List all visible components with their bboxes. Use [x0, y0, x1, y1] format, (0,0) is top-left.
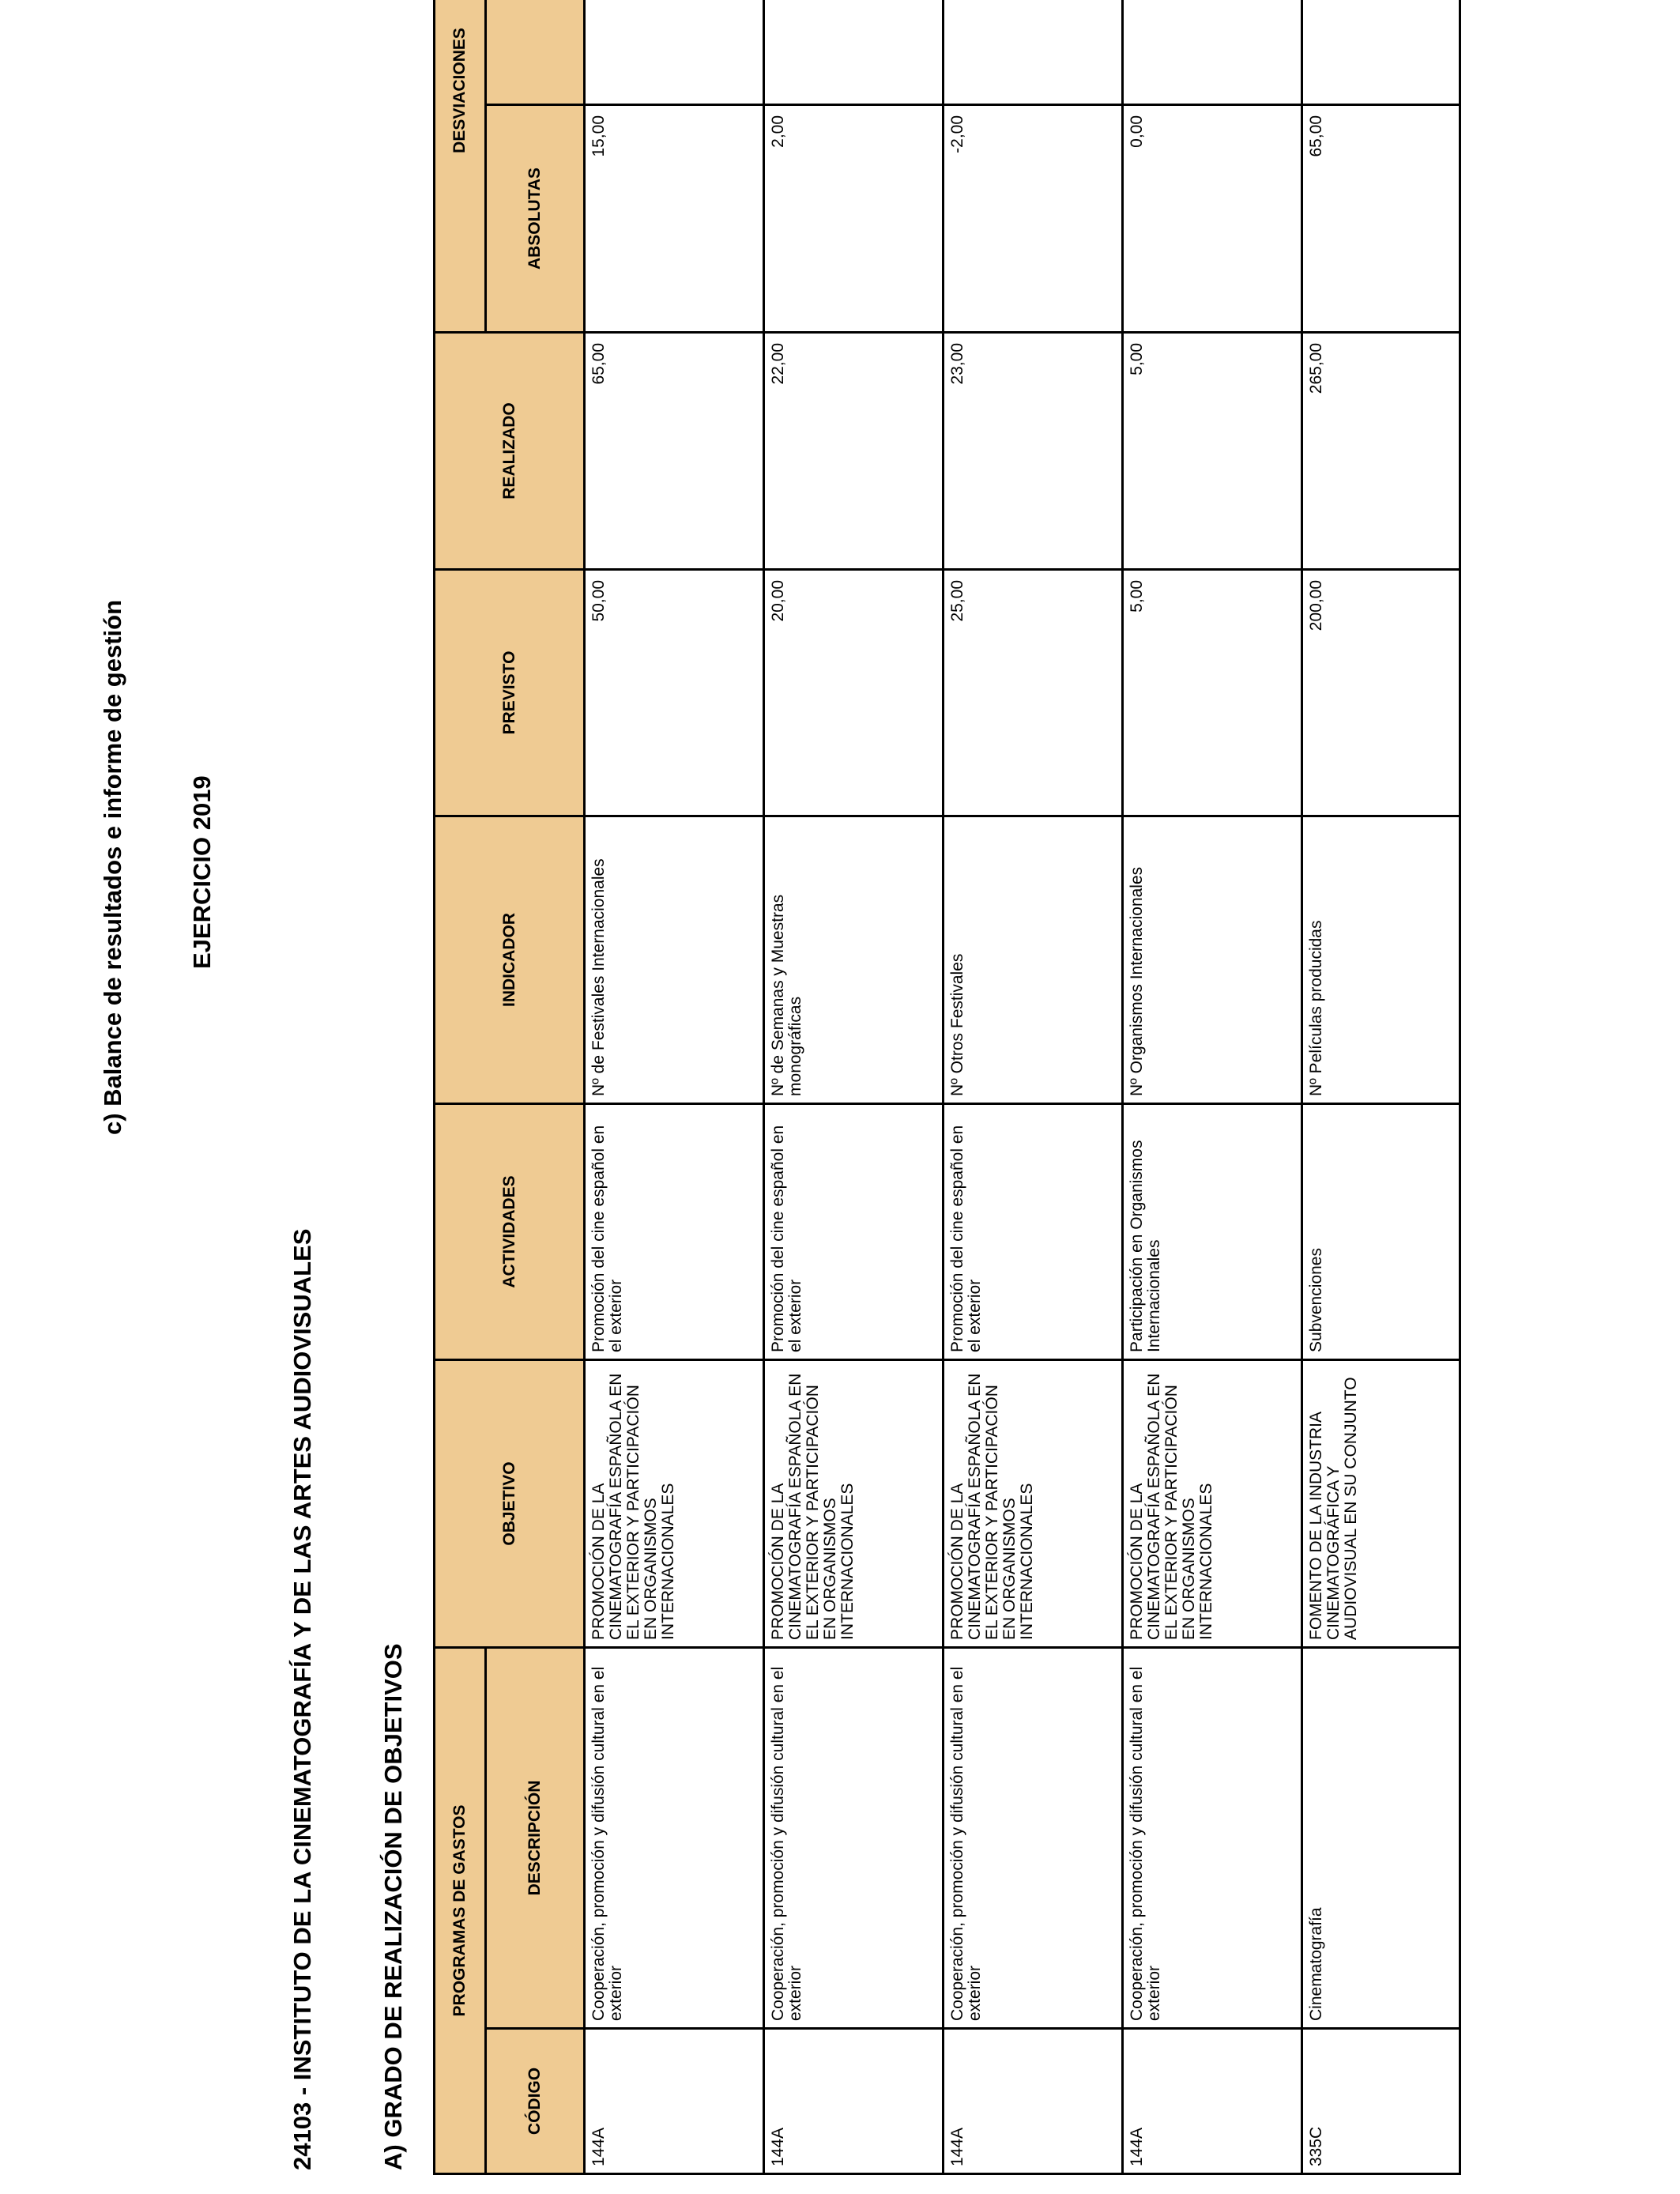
table-row [1302, 0, 1460, 2174]
previsto-header: PREVISTO [435, 569, 585, 816]
actividades-cell: Promoción del cine español en el exterior [764, 1103, 944, 1359]
descripcion-cell: Cinematografía [1302, 1647, 1460, 2028]
indicador-cell: Nº de Semanas y Muestras monográficas [764, 816, 944, 1103]
previsto-cell: 25,00 [944, 569, 1123, 816]
absolutas-cell: 65,00 [1302, 104, 1460, 332]
group-header-row [435, 0, 486, 2174]
absolutas-cell: 2,00 [764, 104, 944, 332]
codigo-header: CÓDIGO [486, 2029, 585, 2174]
objetivo-cell: PROMOCIÓN DE LA CINEMATOGRAFÍA ESPAÑOLA EN EL EXTERIOR Y PARTICIPACIÓN EN ORGANISMOS INTERNACIONALES [944, 1359, 1123, 1647]
absolutas-cell: 0,00 [1123, 104, 1302, 332]
previsto-cell: 200,00 [1302, 569, 1460, 816]
objetivo-cell: FOMENTO DE LA INDUSTRIA CINEMATOGRÁFICA Y AUDIOVISUAL EN SU CONJUNTO [1302, 1359, 1460, 1647]
fiscal-year: EJERCICIO 2019 [188, 775, 216, 969]
table-row [1123, 0, 1302, 2174]
objetivo-cell: PROMOCIÓN DE LA CINEMATOGRAFÍA ESPAÑOLA EN EL EXTERIOR Y PARTICIPACIÓN EN ORGANISMOS INTERNACIONALES [764, 1359, 944, 1647]
pct-cell [1123, 0, 1302, 104]
previsto-cell: 20,00 [764, 569, 944, 816]
objetivo-cell: PROMOCIÓN DE LA CINEMATOGRAFÍA ESPAÑOLA EN EL EXTERIOR Y PARTICIPACIÓN EN ORGANISMOS INTERNACIONALES [1123, 1359, 1302, 1647]
actividades-cell: Subvenciones [1302, 1103, 1460, 1359]
descripcion-cell: Cooperación, promoción y difusión cultural en el exterior [944, 1647, 1123, 2028]
section-heading: A) GRADO DE REALIZACIÓN DE OBJETIVOS [379, 1643, 407, 2170]
indicador-cell: Nº Organismos Internacionales [1123, 816, 1302, 1103]
pct-cell [764, 0, 944, 104]
table-row [764, 0, 944, 2174]
realizado-cell: 5,00 [1123, 332, 1302, 569]
previsto-cell: 50,00 [585, 569, 764, 816]
realizado-cell: 22,00 [764, 332, 944, 569]
pct-cell [1302, 0, 1460, 104]
descripcion-cell: Cooperación, promoción y difusión cultural en el exterior [764, 1647, 944, 2028]
codigo-cell: 144A [944, 2029, 1123, 2174]
previsto-cell: 5,00 [1123, 569, 1302, 816]
absolutas-cell: 15,00 [585, 104, 764, 332]
objectives-table [433, 0, 1461, 2175]
group-desviaciones-header: DESVIACIONES [435, 0, 486, 332]
realizado-cell: 23,00 [944, 332, 1123, 569]
codigo-cell: 144A [1123, 2029, 1302, 2174]
absolutas-header: ABSOLUTAS [486, 104, 585, 332]
indicador-cell: Nº de Festivales Internacionales [585, 816, 764, 1103]
indicador-cell: Nº Películas producidas [1302, 816, 1460, 1103]
table-row [944, 0, 1123, 2174]
pct-cell [944, 0, 1123, 104]
realizado-header: REALIZADO [435, 332, 585, 569]
organization-heading: 24103 - INSTITUTO DE LA CINEMATOGRAFÍA Y DE LAS ARTES AUDIOVISUALES [288, 1228, 316, 2170]
indicador-cell: Nº Otros Festivales [944, 816, 1123, 1103]
table-row [585, 0, 764, 2174]
codigo-cell: 144A [585, 2029, 764, 2174]
descripcion-cell: Cooperación, promoción y difusión cultural en el exterior [1123, 1647, 1302, 2028]
realizado-cell: 65,00 [585, 332, 764, 569]
codigo-cell: 335C [1302, 2029, 1460, 2174]
absolutas-cell: -2,00 [944, 104, 1123, 332]
pct-header [486, 0, 585, 104]
objetivo-header: OBJETIVO [435, 1359, 585, 1647]
objetivo-cell: PROMOCIÓN DE LA CINEMATOGRAFÍA ESPAÑOLA EN EL EXTERIOR Y PARTICIPACIÓN EN ORGANISMOS INTERNACIONALES [585, 1359, 764, 1647]
group-programas-header: PROGRAMAS DE GASTOS [435, 1647, 486, 2173]
actividades-header: ACTIVIDADES [435, 1103, 585, 1359]
page-title: c) Balance de resultados e informe de gestión [99, 599, 126, 1135]
actividades-cell: Promoción del cine español en el exterior [585, 1103, 764, 1359]
descripcion-cell: Cooperación, promoción y difusión cultural en el exterior [585, 1647, 764, 2028]
codigo-cell: 144A [764, 2029, 944, 2174]
pct-cell [585, 0, 764, 104]
actividades-cell: Promoción del cine español en el exterior [944, 1103, 1123, 1359]
actividades-cell: Participación en Organismos Internacionales [1123, 1103, 1302, 1359]
descripcion-header: DESCRIPCIÓN [486, 1647, 585, 2028]
indicador-header: INDICADOR [435, 816, 585, 1103]
realizado-cell: 265,00 [1302, 332, 1460, 569]
